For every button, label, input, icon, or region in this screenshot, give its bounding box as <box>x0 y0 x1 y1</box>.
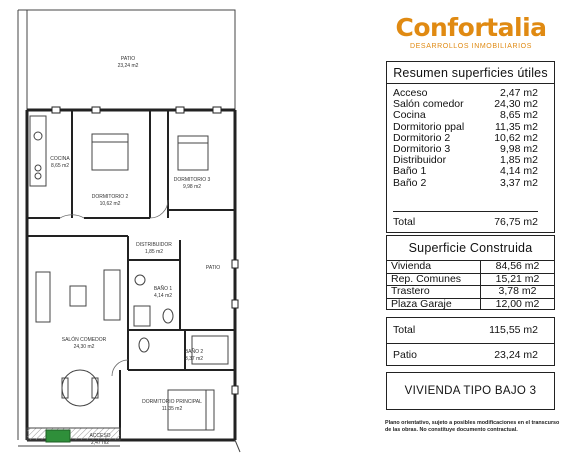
room-label-dormitorio-principal: DORMITORIO PRINCIPAL <box>142 399 202 405</box>
room-area-dormitorio-3: 9,98 m2 <box>182 184 202 190</box>
room-label-patio-side: PATIO <box>205 265 221 271</box>
table-row: Baño 1 4,14 m2 <box>393 165 538 178</box>
table-row: Distribuidor 1,85 m2 <box>393 154 538 167</box>
total-construida-label: Total <box>393 324 416 336</box>
construida-rows <box>387 261 554 310</box>
construida-title: Superficie Construida <box>387 236 554 261</box>
resumen-table <box>386 61 555 233</box>
table-row: Salón comedor 24,30 m2 <box>393 98 538 111</box>
room-area-cocina: 8,65 m2 <box>50 163 70 169</box>
brand-logo <box>386 14 556 50</box>
room-area-bano-2: 3,37 m2 <box>184 356 204 362</box>
resumen-total-row <box>393 211 538 228</box>
room-area-distribuidor: 1,85 m2 <box>144 249 164 255</box>
room-label-patio-top: PATIO <box>120 56 136 62</box>
table-row: Rep. Comunes 15,21 m2 <box>387 274 554 287</box>
patio-value: 23,24 m2 <box>494 349 538 361</box>
patio-row <box>387 344 554 361</box>
resumen-rows <box>387 84 554 189</box>
table-row: Trastero 3,78 m2 <box>387 286 554 299</box>
room-label-bano-1: BAÑO 1 <box>153 286 173 292</box>
room-area-salon: 24,30 m2 <box>73 344 95 350</box>
table-row: Plaza Garaje 12,00 m2 <box>387 299 554 311</box>
vivienda-title: VIVIENDA TIPO BAJO 3 <box>404 385 537 397</box>
room-label-distribuidor: DISTRIBUIDOR <box>136 242 172 248</box>
room-area-patio-top: 23,24 m2 <box>117 63 139 69</box>
total-construida-row <box>387 318 554 344</box>
resumen-total-label: Total <box>393 216 416 228</box>
room-area-dormitorio-principal: 11,35 m2 <box>161 406 183 412</box>
table-row: Dormitorio ppal 11,35 m2 <box>393 120 538 133</box>
resumen-total-value: 76,75 m2 <box>494 216 538 228</box>
table-row: Dormitorio 2 10,62 m2 <box>393 131 538 144</box>
totales-box <box>386 317 555 366</box>
room-label-cocina: COCINA <box>50 156 70 162</box>
construida-table <box>386 235 555 310</box>
room-label-acceso: ACCESO <box>89 433 111 439</box>
room-area-dormitorio-2: 10,62 m2 <box>99 201 121 207</box>
patio-label: Patio <box>393 349 417 361</box>
table-row: Baño 2 3,37 m2 <box>393 176 538 189</box>
vivienda-title-box <box>386 372 555 410</box>
total-construida-value: 115,55 m2 <box>489 324 538 336</box>
table-row: Dormitorio 3 9,98 m2 <box>393 143 538 156</box>
room-label-dormitorio-2: DORMITORIO 2 <box>91 194 129 200</box>
table-row: Cocina 8,65 m2 <box>393 109 538 122</box>
room-label-salon: SALÓN COMEDOR <box>61 337 107 343</box>
room-label-bano-2: BAÑO 2 <box>184 349 204 355</box>
table-row: Vivienda 84,56 m2 <box>387 261 554 274</box>
room-area-bano-1: 4,14 m2 <box>153 293 173 299</box>
brand-name: Confortalia <box>395 13 547 42</box>
brand-tagline: DESARROLLOS INMOBILIARIOS <box>410 43 532 50</box>
disclaimer-text: Plano orientativo, sujeto a posibles modificaciones en el transcurso de las obras. No constituye documento contractual. <box>385 420 560 433</box>
room-label-dormitorio-3: DORMITORIO 3 <box>173 177 211 183</box>
table-row: Acceso 2,47 m2 <box>393 87 538 99</box>
resumen-title: Resumen superficies útiles <box>387 62 554 84</box>
room-area-acceso: 2,47 m2 <box>90 440 110 446</box>
